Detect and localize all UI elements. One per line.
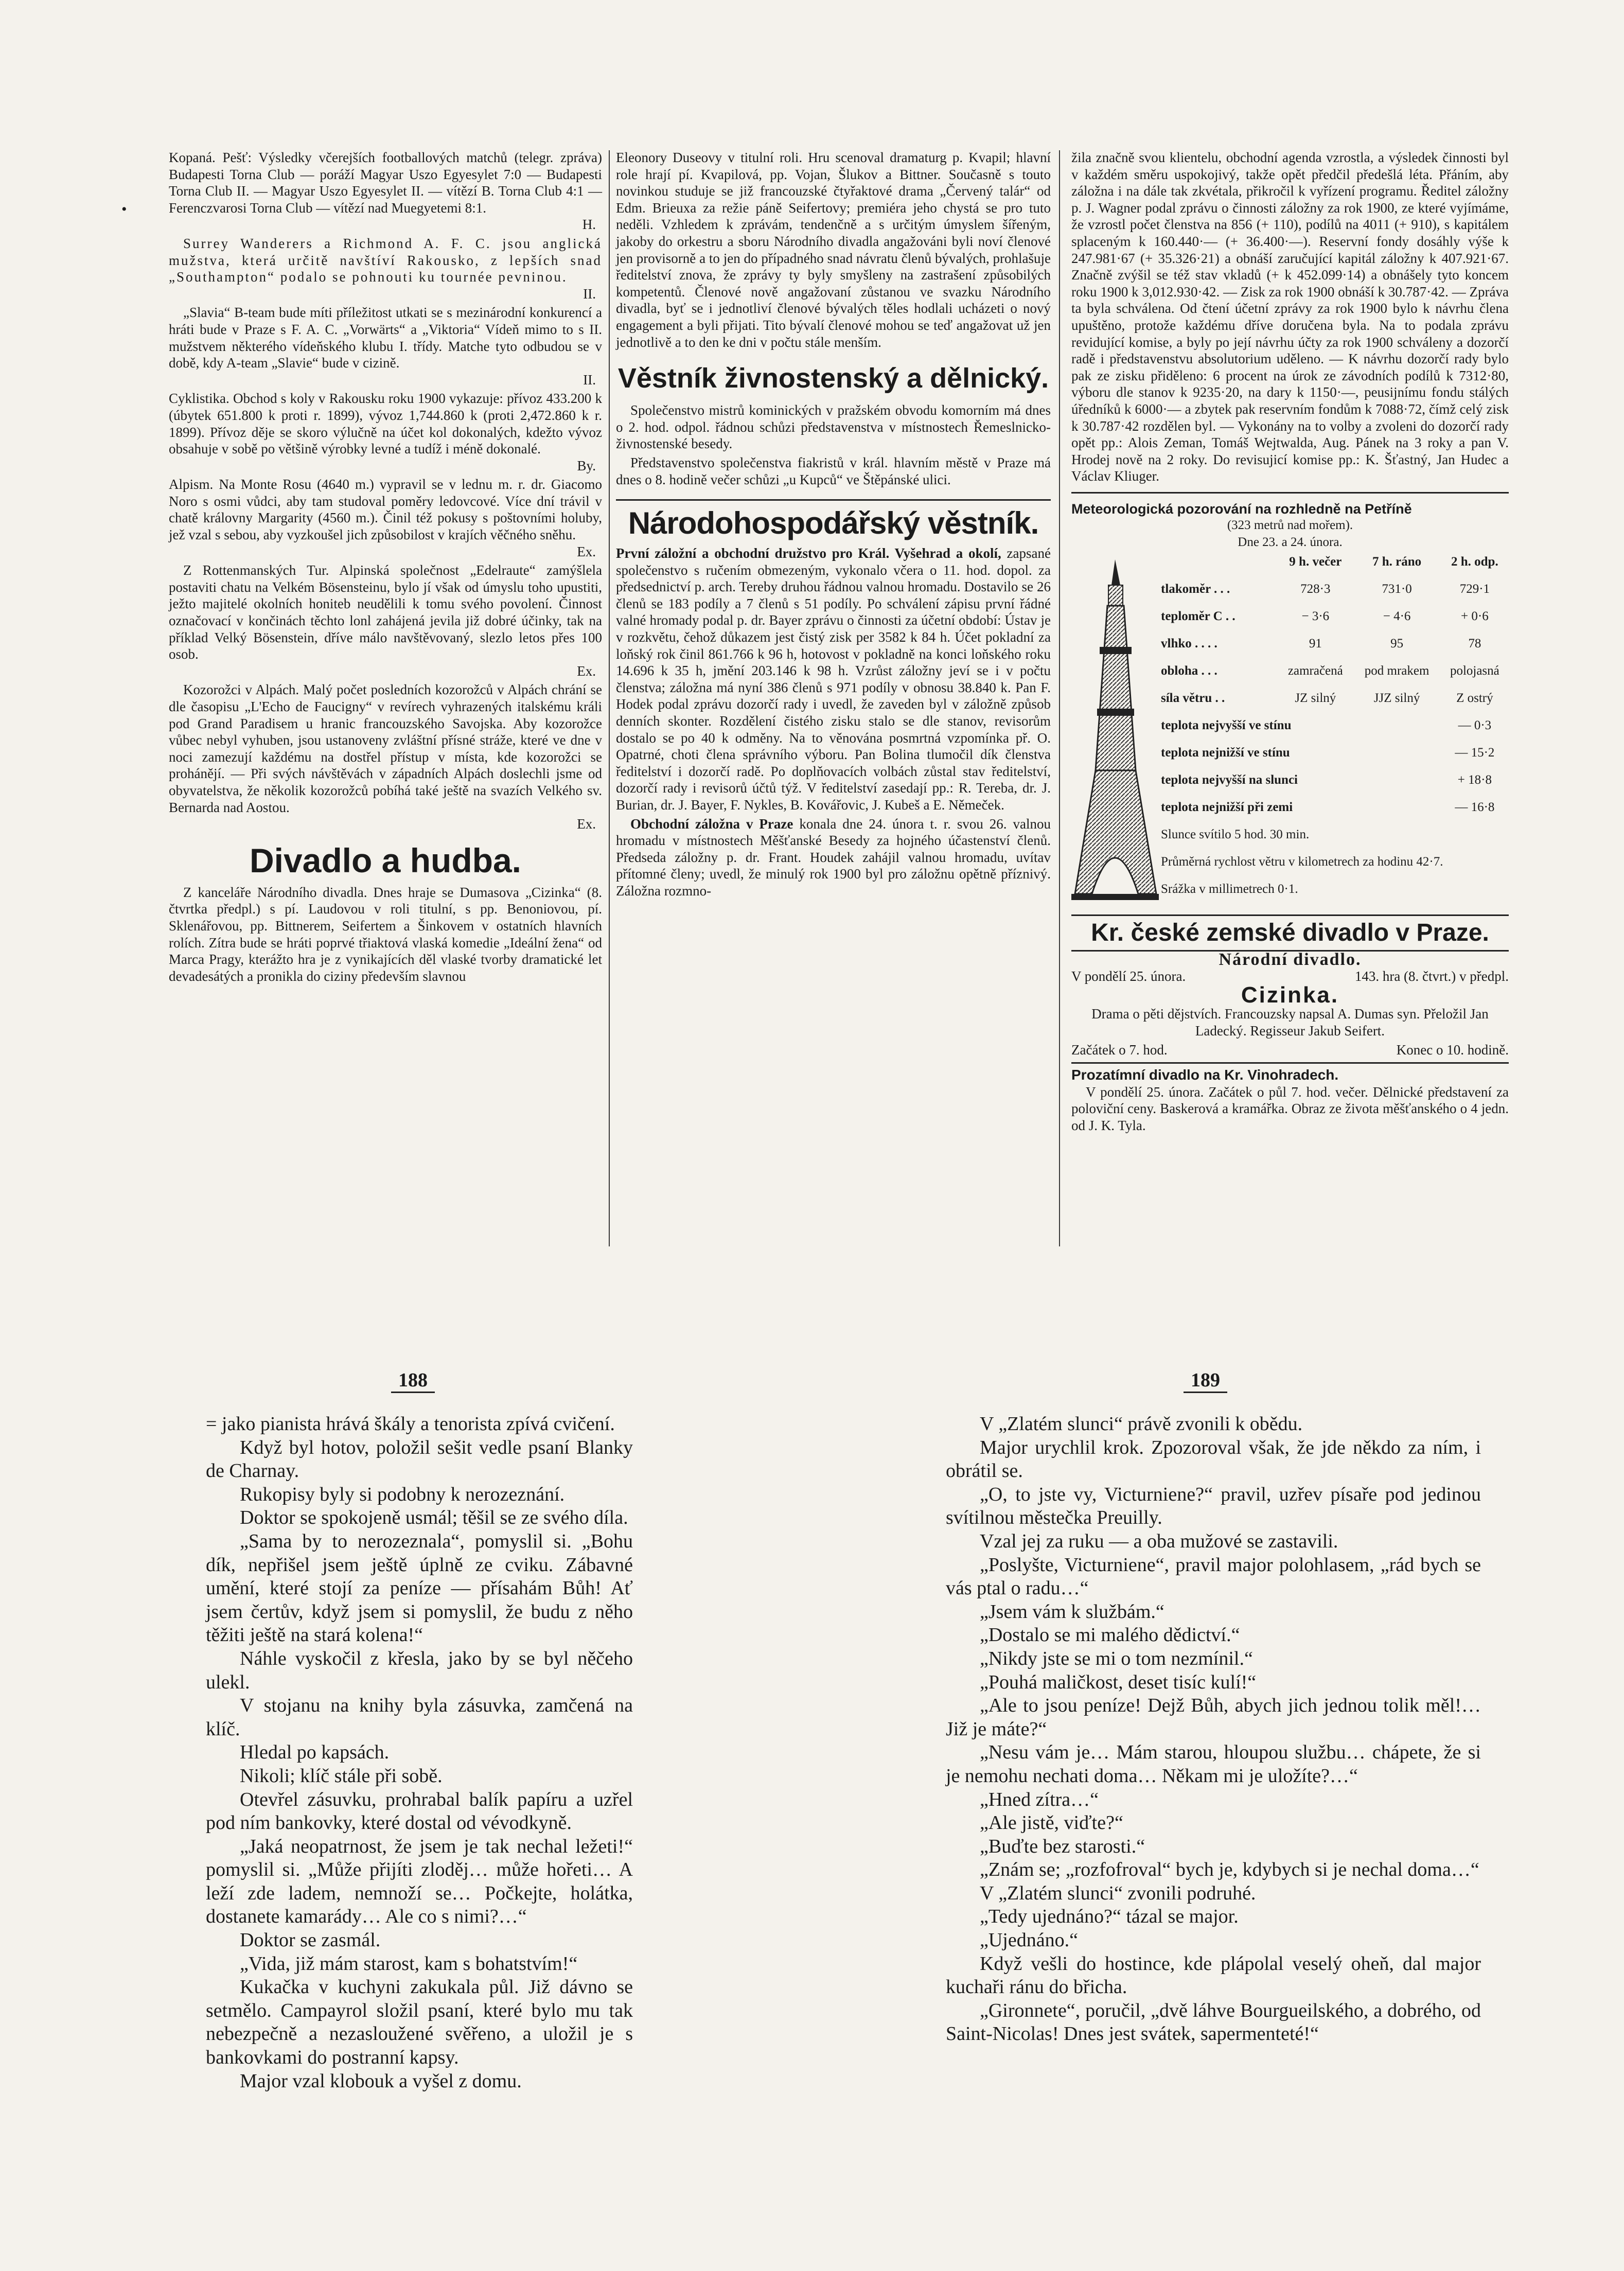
column-sport (169, 149, 602, 987)
meteo-table (1159, 554, 1509, 909)
page-number-right: 189 (1184, 1369, 1227, 1393)
meteo-row: síla větru . . JZ silný JJZ silný Z ostrý (1161, 691, 1493, 705)
novel-paragraph: V stojanu na knihy byla zásuvka, zamčená na klíč. (206, 1695, 633, 1740)
novel-paragraph: Otevřel zásuvku, prohrabal balík papíru a uzřel pod ním bankovky, které dostal od vévodkyně. (206, 1788, 633, 1834)
article-zaloznacont: žila značně svou klientelu, obchodní agenda vzrostla, a výsledek činnosti byl v každém směru uspokojivý, takže opět předčil předešlá léta. Přáním, aby záložna i na dále tak zkvétala, přikročil k vyřízení programu. Ředitel záložny p. J. Wagner podal zprávu o činnosti záložny za rok 1900, ze které vyjímáme, že vzrostl počet členstva na 856 (+ 110), podílů na 4011 (+ 910), s kapitálem splaceným k 160.440·— (+ 36.400·—). Reservní fondy dosáhly výše k 247.981·67 (+ 35.326·21) a obnáší zaručující kapitál záložny k 407.921·67. Značně zvýšil se též stav vkladů (+ k 452.099·14) a obnášely tyto koncem roku 1900 k 3,012.930·42. — Zisk za rok 1900 obnáší k 30.787·42. — Zpráva ta byla schválena. Od čtení účetní zprávy za rok 1900 bylo k návrhu člena upuštěno, protože každému dříve doručena byla. Na to podala zprávu revidující komise, a byly po její návrhu účty za rok 1900 schváleny a dozorčí radě i představenstvu absolutorium uděleno. — K návrhu dozorčí rady bylo pak ze zisku přiděleno: 6 procent na úrok ze závodních podílů k 7312·80, výboru dle stanov k 9235·20, na dary k 1150·—, peusijnímu fondu stálých úředníků k 6000·— a zbytek pak reservním fondům k 7088·72, čímž celý zisk k 30.787·42 rozdělen byl. — Vykonány na to volby a zvoleni do dozorčí rady opět pp.: Alois Zeman, Tomáš Wejtwalda, Aug. Pánek na 3 roky a pan V. Hrodej nově na 2 roky. Do revisujicí komise pp.: K. Šťastný, Jan Hudec a Václav Kliuger. (1071, 150, 1509, 484)
novel-paragraph: V „Zlatém slunci“ právě zvonili k obědu. (980, 1413, 1303, 1435)
novel-paragraph: „Znám se; „rozfofroval“ bych je, kdybych si je nechal doma…“ (980, 1859, 1479, 1881)
theater-play-title: Cizinka. (1241, 982, 1339, 1008)
meteo-extra-row: teplota nejvyšší na slunci + 18·8 (1161, 773, 1492, 787)
article-eleonora: Eleonory Duseovy v titulní roli. Hru scenoval dramaturg p. Kvapil; hlavní role hrají pí. Kvapilová, pp. Vojan, Šlukov a Bittner. Současně s touto novinkou studuje se již francouzské čtyřaktové drama „Červený talár“ od Edm. Brieuxa za režie páně Seifertovy; premiéra jeho chystá se pro tuto neděli. Vzhledem k zprávám, tendenčně a s určitým úmyslem šířeným, jakoby do orkestru a sboru Národního divadla angažováni byli noví členové jen provisorně a to jen do případného snad návratu členů bývalých, prohlašuje ředitelství znova, že zprávy ty byly smyšleny na zastrašení způsobilých kompetentů. Členové nově angažovaní zůstanou ve svazku Národního divadla, byť se i jednotliví členové bývalých těles hodlali ucházeti o nový engagement a byli přijati. Tito bývalí členové mohou se teď angažovat už jen jednotlivě a to den ke dni v počtu stále menším. (616, 150, 1051, 350)
novel-paragraph: V „Zlatém slunci“ zvonili podruhé. (980, 1882, 1256, 1904)
novel-paragraph: „Ujednáno.“ (980, 1929, 1078, 1951)
novel-paragraph: Major urychlil krok. Zpozoroval však, že jde někdo za ním, i obrátil se. (946, 1436, 1481, 1482)
meteo-wind: Průměrná rychlost větru v kilometrech za hodinu 42·7. (1161, 855, 1443, 869)
novel-paragraph: Vzal jej za ruku — a oba mužové se zastavili. (980, 1530, 1338, 1552)
meteo-title: Meteorologická pozorování na rozhledně na Petříně (1071, 501, 1412, 517)
column-news (616, 149, 1051, 902)
novel-paragraph: „Dostalo se mi malého dědictví.“ (980, 1624, 1240, 1646)
novel-paragraph: Kukačka v kuchyni zakukala půl. Již dávno se setmělo. Campayrol složil psaní, které bylo mu tak nebezpečně a nezasloužené svěřeno, a uložil je s bankovkami do postranní kapsy. (206, 1976, 633, 2069)
novel-paragraph: „Poslyšte, Victurniene“, pravil major polohlasem, „rád bych se vás ptal o radu…“ (946, 1554, 1481, 1599)
novel-paragraph: Náhle vyskočil z křesla, jako by se byl něčeho ulekl. (206, 1647, 633, 1693)
novel-paragraph: Nikoli; klíč stále při sobě. (240, 1765, 443, 1787)
meteo-row: tlakoměr . . . 728·3 731·0 729·1 (1161, 582, 1490, 596)
novel-paragraph: „Pouhá maličkost, deset tisíc kulí!“ (980, 1671, 1257, 1693)
article-divadlo: Z kanceláře Národního divadla. Dnes hraje se Dumasova „Cizinka“ (8. čtvrtka předpl.) s pí. Laudovou v roli titulní, s pp. Benoniovou, pí. Sklenářovou, pp. Bittnerem, Seifertem a Šinkovem v ostatních hlavních rolích. Zítra bude se hráti poprvé třiaktová vlaská komedie „Ideální žena“ od Marca Pragy, kterážto hra je z vynikajících děl vlaské tvorby dramatické let devadesátých a pronikla do ciziny především slavnou (169, 884, 602, 984)
article-obchodni: Obchodní záložna v Praze konala dne 24. února t. r. svou 26. valnou hromadu v místnostech Měšťanské Besedy za hojného účastenství členů. Předseda záložny p. dr. Frant. Houdek zahájil valnou hromadu, uvítav přítomné členy; uvedl, že minulý rok 1900 byl pro záložnu opětně příznivý. Záložna rozmno- (616, 816, 1051, 899)
column-divider (609, 150, 610, 1246)
meteo-row: vlhko . . . . 91 95 78 (1161, 636, 1481, 650)
novel-paragraph: „Buďte bez starosti.“ (980, 1835, 1145, 1857)
novel-paragraph: „Sama by to nerozeznala“, pomyslil si. „Bohu dík, nepřišel jsem ještě úplně ze cviku. Zábavné umění, které stojí za peníze — přísahám Bůh! Ať jsem čertův, když jsem si pomyslil, že budu z něho těžiti ještě na stará kolena!“ (206, 1530, 633, 1646)
novel-paragraph: „Ale to jsou peníze! Dejž Bůh, abych jich jednou tolik měl!… Již je máte?“ (946, 1695, 1481, 1740)
novel-paragraph: „Jsem vám k službám.“ (980, 1600, 1164, 1623)
meteo-block (1071, 554, 1509, 909)
novel-paragraph: „Gironnete“, poručil, „dvě láhve Bourgueilského, a dobrého, od Saint-Nicolas! Dnes jest svátek, sapermenteté!“ (946, 1999, 1481, 2045)
meteo-row: teploměr C . . − 3·6 − 4·6 + 0·6 (1161, 609, 1489, 623)
novel-paragraph: „Ale jistě, viďte?“ (980, 1812, 1123, 1834)
novel-paragraph: Rukopisy byly si podobny k nerozeznání. (240, 1483, 565, 1505)
meteo-header-row: 9 h. večer 7 h. ráno 2 h. odp. (1289, 554, 1498, 569)
theater-date-line: V pondělí 25. února. 143. hra (8. čtvrt.) v předpl. (1071, 969, 1509, 984)
meteo-dates: Dne 23. a 24. února. (1238, 535, 1343, 550)
article-kominici: Společenstvo mistrů kominických v pražském obvodu komorním má dnes o 2. hod. odpol. řádnou schůzi představenstva v místnostech Řemeslnicko-živnostenské besedy. (616, 402, 1051, 452)
novel-paragraph: „Nikdy jste se mi o tom nezmínil.“ (980, 1647, 1253, 1669)
column-divider (1059, 150, 1060, 1246)
article-alpism: Alpism. Na Monte Rosu (4640 m.) vypravil se v lednu m. r. dr. Giacomo Noro s osmi vůdci, aby tam studoval poměry ledovcové. Více dní trávil v chatě královny Margarity (4560 m.). Činil též pokusy s poštovními holuby, jež vzal s sebou, aby vyzkoušel jich způsobilost v krajích věčného sněhu. Ex. (169, 477, 602, 559)
novel-paragraph: Hledal po kapsách. (240, 1741, 390, 1764)
meteo-sun: Slunce svítilo 5 hod. 30 min. (1161, 828, 1310, 842)
meteo-row: obloha . . . zamračená pod mrakem polojasná (1161, 663, 1499, 678)
novel-paragraph: „Jaká neopatrnost, že jsem je tak nechal ležeti!“ pomyslil si. „Může přijíti zloděj… může hořeti… A leží zde ladem, nemnoží se… Počkejte, holátka, dostanete kamarády… Ale co s nimi?…“ (206, 1835, 633, 1928)
meteo-extra-row: teplota nejnižší při zemi — 16·8 (1161, 800, 1495, 815)
section-heading-narodohospodarsky: Národohospodářský věstník. (616, 499, 1051, 540)
meteo-extra-row: teplota nejnižší ve stínu — 15·2 (1161, 746, 1495, 760)
novel-paragraph: „Tedy ujednáno?“ tázal se major. (980, 1906, 1239, 1928)
section-heading-vestnik: Věstník živnostenský a dělnický. (617, 363, 1049, 394)
novel-paragraph: Když byl hotov, položil sešit vedle psaní Blanky de Charnay. (206, 1436, 633, 1482)
theater-times: Začátek o 7. hod. Konec o 10. hodině. (1071, 1042, 1509, 1058)
article-surrey: Surrey Wanderers a Richmond A. F. C. jsou anglická mužstva, která určitě navštíví Rakousko, z lepších snad „Southampton“ podalo se pohnouti ku tournée pevninou. II. (169, 235, 602, 302)
novel-page-left (206, 1413, 633, 2093)
novel-paragraph: Když vešli do hostince, kde plápolal veselý oheň, dal major kuchaři ránu do břicha. (946, 1952, 1481, 1998)
theater-heading: Kr. české zemské divadlo v Praze. (1071, 914, 1509, 952)
novel-paragraph: Doktor se spokojeně usmál; těšil se ze svého díla. (240, 1507, 628, 1529)
novel-paragraph: Major vzal klobouk a vyšel z domu. (240, 2070, 522, 2092)
vinohrady-text: V pondělí 25. února. Začátek o půl 7. hod. večer. Dělnické představení za poloviční ceny. Baskerová a kramářka. Obraz ze života měšťanského o 4 jedn. od J. K. Tyla. (1071, 1084, 1509, 1133)
article-fiakristu: Představenstvo společenstva fiakristů v král. hlavním městě v Praze má dnes o 8. hodině večer schůzi „u Kupců“ ve Štěpánské ulici. (616, 454, 1051, 487)
article-zalozni: První záložní a obchodní družstvo pro Král. Vyšehrad a okolí, zapsané společenstvo s ručením obmezeným, vykonalo včera o 11. hod. dopol. za předsednictví p. arch. Tereby druhou řádnou valnou hromadu. Dostavilo se 26 členů se 183 podíly a 7 členů s 51 podíly. Po schválení zápisu první řádné valné hromady podal p. dr. Bayer zprávu o činnosti za účetní období: Ústav je v rozkvětu, čehož důkazem jest čistý zisk per 3582 k 84 h. Účet pokladní za loňský rok činil 861.766 k 96 h, hotovost v pokladně na konci loňského roku 14.696 k 35 h, jmění 203.146 k 98 h. Vzrůst záložny jeví se i v počtu členstva; záložna má nyní 386 členů s 971 podíly v obnosu 38.840 k. Pan F. Hodek podal zprávu dozorčí rady i uvedl, že zaveden byl v záložně způsob denních skonter. Rozdělení čistého zisku stalo se dle stanov, revisorům dostalo se po 40 k odměny. Na to věnována posmrtná vzpomínka př. O. Opatrné, choti člena správního výboru. Pan Bolina tlumočil dík členstva ředitelství i dozorčí radě. Po doplňovacích volbách zůstal stav ředitelství, dozorčí rady i revisorů účtů týž. V ředitelství zasedají pp.: R. Tereba, dr. J. Burian, dr. J. Bayer, F. Nykles, B. Kovářovic, J. Kubeš a E. Němeček. (616, 545, 1051, 813)
section-heading-divadlo: Divadlo a hudba. (249, 841, 522, 879)
novel-paragraph: = jako pianista hrává škály a tenorista zpívá cvičení. (206, 1413, 615, 1435)
meteo-subtitle: (323 metrů nad mořem). (1227, 518, 1353, 533)
article-cyklistika: Cyklistika. Obchod s koly v Rakousku roku 1900 vykazuje: přívoz 433.200 k (úbytek 651.800 k proti r. 1899), vývoz 1,744.860 k (proti 2,472.860 k r. 1899). Přívoz děje se skoro výlučně na účet kol dokonalých, kdežto vývoz obsahuje v sobě po většině výrobky levné a tudíž i méně dokonalé. By. (169, 391, 602, 473)
novel-paragraph: „Vida, již mám starost, kam s bohatstvím!“ (240, 1952, 578, 1975)
novel-paragraph: „O, to jste vy, Victurniene?“ pravil, uzřev písaře pod jedinou svítilnou městečka Preuilly. (946, 1483, 1481, 1529)
meteo-extra-row: teplota nejvyšší ve stínu — 0·3 (1161, 718, 1492, 733)
novel-paragraph: „Nesu vám je… Mám starou, hloupou službu… chápete, že si je nemohu nechati doma… Někam mi je uložíte?…“ (946, 1741, 1481, 1787)
page-number-left: 188 (391, 1369, 435, 1393)
novel-page-right (946, 1413, 1481, 2046)
article-rottenman: Z Rottenmanských Tur. Alpinská společnost „Edelraute“ zamýšlela postaviti chatu na Velkém Bösensteinu, bylo jí však od úmyslu toho upustiti, ježto majitelé okolních honiteb neudělili k tomu svého povolení. Činnost označovací v končinách těchto lonl zahájená jevila již dobré účinky, tak na příklad Velký Bösenstein, dříve málo navštěvovaný, slezlo letos přes 100 osob. Ex. (169, 562, 602, 679)
theater-subheading: Národní divadlo. (1219, 949, 1362, 969)
article-kopana: Kopaná. Pešť: Výsledky včerejších footballových matchů (telegr. zpráva) Budapesti Torna Club — poráží Magyar Uszo Egyesylet 7:0 — Budapesti Torna Club II. — Magyar Uszo Egyesylet II. — vítězí B. Torna Club 4:1 — Ferenczvarosi Torna Club — vítězí nad Muegyetemi 8:1. H. (169, 150, 602, 233)
margin-dot: • (121, 201, 127, 218)
novel-paragraph: „Hned zítra…“ (980, 1788, 1099, 1810)
novel-paragraph: Doktor se zasmál. (240, 1929, 381, 1951)
article-slavia: „Slavia“ B-team bude míti příležitost utkati se s mezinárodní konkurencí a hráti bude v Praze s F. A. C. „Vorwärts“ a „Viktoria“ Vídeň mimo to s II. mužstvem některého vídeňského klubu I. třídy. Matche tyto odbudou se v době, kdy A-team „Slavie“ bude v cizině. II. (169, 305, 602, 388)
article-kozorozci: Kozorožci v Alpách. Malý počet posledních kozorožců v Alpách chrání se dle časopisu „L'Echo de Faucigny“ v revírech vyhrazených italskému králi pod Grand Paradisem u hranic francouzského Savojska. Aby kozorožce vůbec nebyl vyhuben, jsou ustanoveny zvláštní přísné stráže, které ve dne v noci zamezují každému na dostřel přístup v místa, kde kozorožci se prohánějí. — Při svých návštěvách v západních Alpách doslechli jsme od obyvatelstva, že několik kozorožců pobíhá také ještě na svazích Velkého sv. Bernarda nad Aostou. Ex. (169, 682, 602, 832)
meteo-rain: Srážka v millimetrech 0·1. (1161, 882, 1298, 896)
theater-description: Drama o pěti dějstvích. Francouzsky napsal A. Dumas syn. Přeložil Jan Ladecký. Regisseur Jakub Seifert. (1091, 1006, 1489, 1039)
petrin-tower-image (1071, 554, 1159, 909)
vinohrady-heading: Prozatímní divadlo na Kr. Vinohradech. (1071, 1062, 1509, 1084)
column-reports (1071, 149, 1509, 1136)
